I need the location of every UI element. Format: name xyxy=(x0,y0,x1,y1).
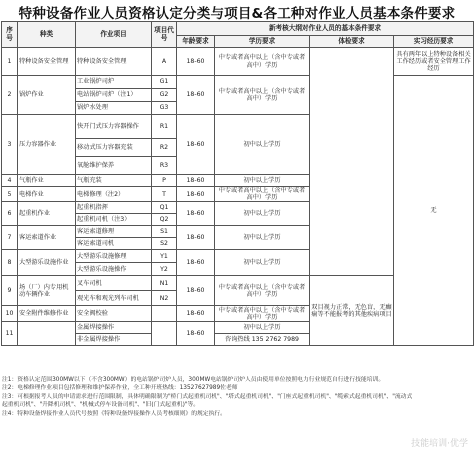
row-code: R3 xyxy=(152,157,177,175)
row-item: 工业锅炉司炉 xyxy=(76,76,152,89)
row-code: G3 xyxy=(152,102,177,115)
row-code: N2 xyxy=(152,291,177,306)
header-row-1 xyxy=(2,22,474,36)
row-exp: 具有两年以上特种设备相关工作经历或者安全管理工作经历 xyxy=(394,48,474,76)
row-edu: 初中以上学历 xyxy=(215,226,310,250)
row-edu: 初中以上学历 xyxy=(215,175,310,187)
table-row xyxy=(2,48,474,76)
row-seq: 4 xyxy=(2,175,18,187)
row-type: 特种设备安全管理 xyxy=(18,48,76,76)
row-item: 移动式压力容器充装 xyxy=(76,139,152,157)
row-health: 双目视力正常，无色盲，无癫痫等不能报考的其他疾病项目 xyxy=(310,276,394,346)
header-age: 年龄要求 xyxy=(177,36,215,48)
footnote: 注2：电梯修理作业项目包括修理和维护保养作业，全工种开班热线：13527627989佐老师 xyxy=(2,385,238,392)
row-code xyxy=(152,306,177,322)
row-age: 18-60 xyxy=(177,250,215,276)
row-seq: 7 xyxy=(2,226,18,250)
row-edu: 初中以上学历 xyxy=(215,322,310,334)
row-age: 18-60 xyxy=(177,202,215,226)
row-type: 电梯作业 xyxy=(18,187,76,202)
header-code: 项目代号 xyxy=(152,22,177,48)
row-age: 18-60 xyxy=(177,175,215,187)
table-row xyxy=(2,76,474,89)
row-item: 客运索道修理 xyxy=(76,226,152,238)
row-item: 特种设备安全管理 xyxy=(76,48,152,76)
row-code: S1 xyxy=(152,226,177,238)
row-type: 安全附件维修作业 xyxy=(18,306,76,322)
row-item: 起重机司机（注3） xyxy=(76,214,152,226)
row-item: 观光车和观光列车司机 xyxy=(76,291,152,306)
row-code: G1 xyxy=(152,76,177,89)
row-code xyxy=(152,322,177,346)
row-type: 大型游乐设施作业 xyxy=(18,250,76,276)
row-item: 电站锅炉司炉（注1） xyxy=(76,89,152,102)
watermark: 技能培训·优学 xyxy=(411,439,468,449)
row-age: 18-60 xyxy=(177,276,215,306)
row-code: S2 xyxy=(152,238,177,250)
row-code: A xyxy=(152,48,177,76)
row-item: 安全阀校验 xyxy=(76,306,152,322)
row-code: Q2 xyxy=(152,214,177,226)
row-seq: 6 xyxy=(2,202,18,226)
row-item: 快开门式压力容器操作 xyxy=(76,115,152,139)
row-age: 18-60 xyxy=(177,115,215,175)
row-code: Y1 xyxy=(152,250,177,263)
row-item: 大型游乐设施操作 xyxy=(76,263,152,276)
row-age: 18-60 xyxy=(177,187,215,202)
row-edu: 中专或者高中以上（含中专或者高中）学历 xyxy=(215,187,310,202)
header-seq: 序号 xyxy=(2,22,18,48)
row-seq: 2 xyxy=(2,76,18,115)
row-item: 客运索道司机 xyxy=(76,238,152,250)
row-seq: 1 xyxy=(2,48,18,76)
row-item: 电梯修理（注2） xyxy=(76,187,152,202)
header-type: 种类 xyxy=(18,22,76,48)
row-age: 18-60 xyxy=(177,48,215,76)
row-seq: 8 xyxy=(2,250,18,276)
row-item: 大型游乐设施修理 xyxy=(76,250,152,263)
row-type: 起重机作业 xyxy=(18,202,76,226)
row-item: 锅炉水处理 xyxy=(76,102,152,115)
row-code: Q1 xyxy=(152,202,177,214)
row-type: 气瓶作业 xyxy=(18,175,76,187)
row-age: 18-60 xyxy=(177,226,215,250)
row-exp: 无 xyxy=(394,76,474,346)
row-code: R2 xyxy=(152,139,177,157)
footnote: 注1：资格认定范围300MW以下（不含300MW）的电站锅炉司炉人员，300MW电站锅炉司炉人员由使用单位按照电力行业规范自行进行技能培训。 xyxy=(2,377,385,383)
row-age: 18-60 xyxy=(177,306,215,322)
row-code: N1 xyxy=(152,276,177,291)
row-code: R1 xyxy=(152,115,177,139)
row-item: 起重机指挥 xyxy=(76,202,152,214)
row-edu: 初中以上学历 xyxy=(215,115,310,175)
row-code: G2 xyxy=(152,89,177,102)
page-title: 特种设备作业人员资格认定分类与项目&各工种对作业人员基本条件要求 xyxy=(18,6,456,22)
row-seq: 9 xyxy=(2,276,18,306)
row-type: 场（厂）内专用机动车辆作业 xyxy=(18,276,76,306)
row-seq: 5 xyxy=(2,187,18,202)
row-seq: 3 xyxy=(2,115,18,175)
row-edu: 中专或者高中以上（含中专或者高中）学历 xyxy=(215,48,310,76)
footnote: 注3：可根据报考人员的申请需求进行范围限制，具体明确限制为"桥门式起重机司机"、"塔式起重机司机"、"门座式起重机司机"、"缆索式起重机司机"、"流动式 xyxy=(2,393,413,400)
header-health: 体检要求 xyxy=(310,36,394,48)
row-health xyxy=(310,48,394,276)
row-edu: 中专或者高中以上（含中专或者高中）学历 xyxy=(215,306,310,322)
row-age: 18-60 xyxy=(177,322,215,346)
row-code: Y2 xyxy=(152,263,177,276)
row-item: 气瓶充装 xyxy=(76,175,152,187)
row-type: 锅炉作业 xyxy=(18,76,76,115)
header-edu: 学历要求 xyxy=(215,36,310,48)
header-group-title: 新考核大纲对作业人员的基本条件要求 xyxy=(177,22,474,36)
row-code: P xyxy=(152,175,177,187)
requirements-table xyxy=(1,21,474,346)
row-edu: 中专或者高中以上（含中专或者高中）学历 xyxy=(215,276,310,306)
row-item: 氧舱维护保养 xyxy=(76,157,152,175)
footnote: 起重机司机"、"升降机司机"、"机械式停车设备司机"、"旧(门式起重机)"等。 xyxy=(2,402,200,409)
row-seq: 11 xyxy=(2,322,18,346)
row-type: 压力容器作业 xyxy=(18,115,76,175)
row-type: 客运索道作业 xyxy=(18,226,76,250)
row-item: 金属焊接操作 xyxy=(76,322,152,334)
row-type xyxy=(18,322,76,346)
header-item: 作业项目 xyxy=(76,22,152,48)
row-seq: 10 xyxy=(2,306,18,322)
footnote: 注4：特种设备焊接作业人员代号按照《特种设备焊接操作人员考核细则》的规定执行。 xyxy=(2,410,226,417)
row-age: 18-60 xyxy=(177,76,215,115)
row-code: T xyxy=(152,187,177,202)
row-edu: 初中以上学历 xyxy=(215,250,310,276)
header-exp: 实习经历要求 xyxy=(394,36,474,48)
contact-hotline: 咨询热线 135 2762 7989 xyxy=(215,334,310,346)
row-edu: 中专或者高中以上（含中专或者高中）学历 xyxy=(215,76,310,115)
row-item: 非金属焊接操作 xyxy=(76,334,152,346)
row-edu: 初中以上学历 xyxy=(215,202,310,226)
row-item: 叉车司机 xyxy=(76,276,152,291)
footnotes xyxy=(2,376,472,418)
